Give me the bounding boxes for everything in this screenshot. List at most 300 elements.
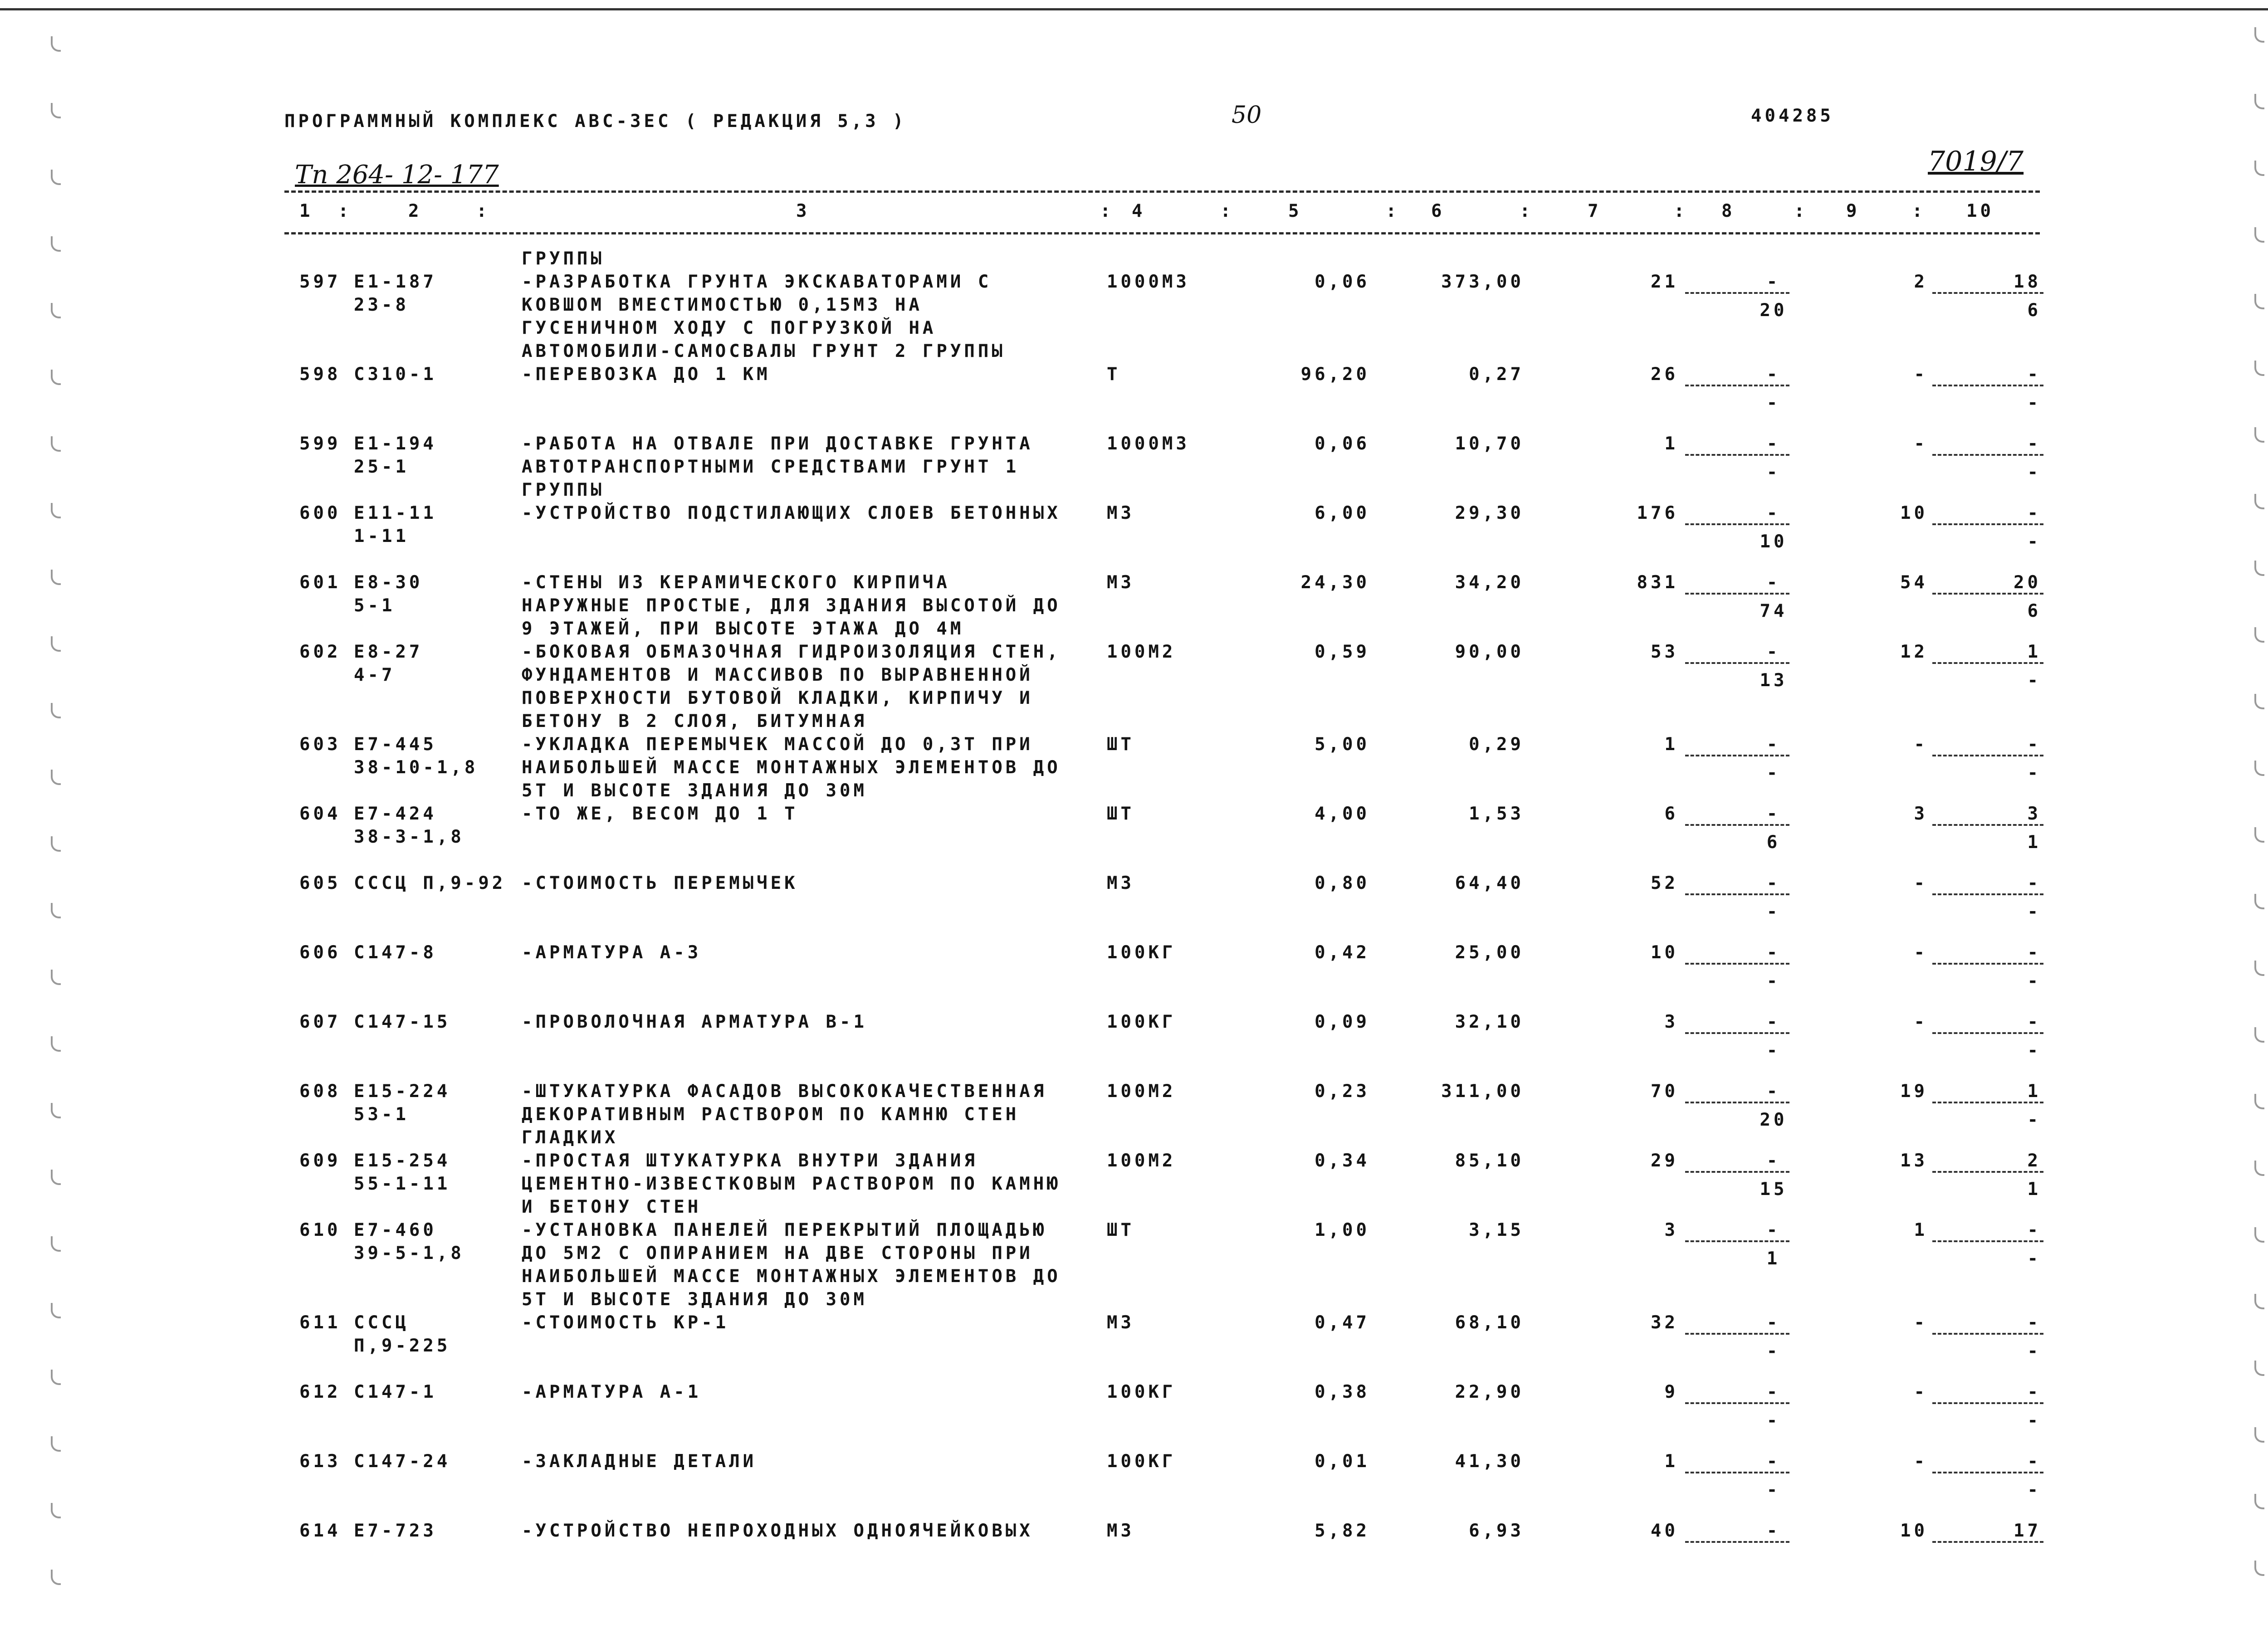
column-header-7: 7 (1588, 201, 1602, 221)
col9: 1 (1914, 1220, 1928, 1240)
col8-top: - (1766, 873, 1781, 893)
unit: Т (1107, 364, 1121, 385)
row-number: 612 (299, 1382, 341, 1402)
col9: 12 (1900, 642, 1928, 662)
row-number: 604 (299, 804, 341, 824)
norm-code: С310-1 (354, 364, 437, 385)
unit: 100КГ (1107, 1451, 1176, 1472)
row-number: 602 (299, 642, 341, 662)
unit-price: 41,30 (1455, 1451, 1524, 1472)
work-description: НАИБОЛЬШЕЙ МАССЕ МОНТАЖНЫХ ЭЛЕМЕНТОВ ДО (522, 757, 1061, 778)
work-description: 5Т И ВЫСОТЕ ЗДАНИЯ ДО 30М (522, 1289, 867, 1310)
quantity: 5,82 (1315, 1521, 1370, 1541)
col9: - (1914, 1451, 1928, 1472)
work-description: -СТОИМОСТЬ КР-1 (522, 1312, 729, 1333)
work-description: -ЗАКЛАДНЫЕ ДЕТАЛИ (522, 1451, 757, 1472)
work-description: -ШТУКАТУРКА ФАСАДОВ ВЫСОКОКАЧЕСТВЕННАЯ (522, 1081, 1047, 1102)
col8-top: - (1766, 642, 1781, 662)
col8-bottom: - (1766, 902, 1781, 922)
norm-code: 38-10-1,8 (354, 757, 479, 778)
work-description: -СТЕНЫ ИЗ КЕРАМИЧЕСКОГО КИРПИЧА (522, 572, 950, 593)
page-number: 50 (1232, 102, 1262, 129)
col8-top: - (1766, 1012, 1781, 1032)
col8-bottom: 1 (1766, 1249, 1781, 1269)
quantity: 5,00 (1315, 734, 1370, 755)
total-cost: 70 (1651, 1081, 1678, 1102)
col10-top: - (2027, 1012, 2041, 1032)
total-cost: 1 (1664, 734, 1678, 755)
quantity: 24,30 (1300, 572, 1370, 593)
unit-price: 68,10 (1455, 1312, 1524, 1333)
quantity: 0,59 (1315, 642, 1370, 662)
cell-divider (1685, 1240, 1789, 1242)
work-description: БЕТОНУ В 2 СЛОЯ, БИТУМНАЯ (522, 711, 867, 732)
unit: М3 (1107, 503, 1134, 523)
col9: 3 (1914, 804, 1928, 824)
cell-divider (1685, 824, 1789, 826)
row-number: 609 (299, 1151, 341, 1171)
cell-divider (1932, 1032, 2043, 1034)
document-code: 404285 (1751, 106, 1834, 126)
work-description: -ПЕРЕВОЗКА ДО 1 КМ (522, 364, 771, 385)
cell-divider (1932, 824, 2043, 826)
col9: 10 (1900, 1521, 1928, 1541)
col10-bottom: 6 (2027, 300, 2041, 321)
column-header-4: 4 (1132, 201, 1146, 221)
col9: 10 (1900, 503, 1928, 523)
project-number: Тп 264- 12- 177 (295, 160, 499, 190)
unit-price: 6,93 (1469, 1521, 1524, 1541)
col8-bottom: - (1766, 1040, 1781, 1061)
unit-price: 90,00 (1455, 642, 1524, 662)
col10-bottom: - (2027, 763, 2041, 783)
row-number: 614 (299, 1521, 341, 1541)
col10-bottom: 1 (2027, 1179, 2041, 1200)
program-title: ПРОГРАММНЫЙ КОМПЛЕКС АВС-3ЕС ( РЕДАКЦИЯ 5,3 ) (284, 111, 907, 132)
norm-code: С147-15 (354, 1012, 451, 1032)
col10-bottom: - (2027, 1110, 2041, 1130)
col8-bottom: - (1766, 971, 1781, 991)
norm-code: Е11-11 (354, 503, 437, 523)
norm-code: Е8-30 (354, 572, 423, 593)
col10-top: 3 (2027, 804, 2041, 824)
norm-code: Е7-424 (354, 804, 437, 824)
cell-divider (1685, 1333, 1789, 1335)
cell-divider (1932, 1240, 2043, 1242)
row-number: 610 (299, 1220, 341, 1240)
unit: 1000М3 (1107, 272, 1190, 292)
col8-top: - (1766, 1312, 1781, 1333)
col10-bottom: - (2027, 1410, 2041, 1431)
work-description: И БЕТОНУ СТЕН (522, 1197, 702, 1217)
cell-divider (1932, 1171, 2043, 1173)
work-description: -УСТАНОВКА ПАНЕЛЕЙ ПЕРЕКРЫТИЙ ПЛОЩАДЬЮ (522, 1220, 1047, 1240)
unit: 100КГ (1107, 1382, 1176, 1402)
col10-bottom: - (2027, 1341, 2041, 1361)
norm-code: Е15-224 (354, 1081, 451, 1102)
col10-top: - (2027, 734, 2041, 755)
col8-top: - (1766, 434, 1781, 454)
col10-bottom: - (2027, 902, 2041, 922)
col8-top: - (1766, 503, 1781, 523)
col8-top: - (1766, 364, 1781, 385)
cell-divider (1932, 1402, 2043, 1404)
work-description: -АРМАТУРА А-3 (522, 942, 702, 963)
cell-divider (1685, 1032, 1789, 1034)
col8-top: - (1766, 272, 1781, 292)
norm-code: 23-8 (354, 295, 409, 315)
col10-top: - (2027, 1382, 2041, 1402)
norm-code: Е1-187 (354, 272, 437, 292)
col10-top: - (2027, 873, 2041, 893)
col9: - (1914, 364, 1928, 385)
col10-bottom: - (2027, 1040, 2041, 1061)
total-cost: 26 (1651, 364, 1678, 385)
work-description: ГУСЕНИЧНОМ ХОДУ С ПОГРУЗКОЙ НА (522, 318, 937, 338)
unit: 100М2 (1107, 1151, 1176, 1171)
unit-price: 32,10 (1455, 1012, 1524, 1032)
work-description: КОВШОМ ВМЕСТИМОСТЬЮ 0,15М3 НА (522, 295, 923, 315)
unit-price: 0,27 (1469, 364, 1524, 385)
row-number: 603 (299, 734, 341, 755)
total-cost: 831 (1637, 572, 1678, 593)
col8-bottom: 74 (1760, 601, 1788, 621)
column-header-separator: : (1912, 201, 1926, 221)
col8-bottom: 6 (1766, 832, 1781, 853)
col8-bottom: 10 (1760, 532, 1788, 552)
work-description: ГРУППЫ (522, 249, 605, 269)
col10-top: - (2027, 1220, 2041, 1240)
cell-divider (1685, 1171, 1789, 1173)
col10-top: 17 (2014, 1521, 2041, 1541)
col8-top: - (1766, 1151, 1781, 1171)
col10-top: 1 (2027, 642, 2041, 662)
work-description: 9 ЭТАЖЕЙ, ПРИ ВЫСОТЕ ЭТАЖА ДО 4М (522, 619, 964, 639)
cell-divider (1932, 662, 2043, 664)
col8-bottom: - (1766, 1480, 1781, 1500)
work-description: ЦЕМЕНТНО-ИЗВЕСТКОВЫМ РАСТВОРОМ ПО КАМНЮ (522, 1174, 1061, 1194)
unit-price: 34,20 (1455, 572, 1524, 593)
col8-bottom: 20 (1760, 300, 1788, 321)
col10-top: 2 (2027, 1151, 2041, 1171)
row-number: 608 (299, 1081, 341, 1102)
quantity: 0,34 (1315, 1151, 1370, 1171)
work-description: ДО 5М2 С ОПИРАНИЕМ НА ДВЕ СТОРОНЫ ПРИ (522, 1243, 1033, 1263)
row-number: 606 (299, 942, 341, 963)
row-number: 598 (299, 364, 341, 385)
work-description: -БОКОВАЯ ОБМАЗОЧНАЯ ГИДРОИЗОЛЯЦИЯ СТЕН, (522, 642, 1061, 662)
col8-bottom: - (1766, 462, 1781, 483)
col8-bottom: 13 (1760, 670, 1788, 691)
col10-top: - (2027, 1451, 2041, 1472)
col8-bottom: 15 (1760, 1179, 1788, 1200)
norm-code: С147-24 (354, 1451, 451, 1472)
col9: - (1914, 734, 1928, 755)
cell-divider (1932, 1333, 2043, 1335)
col10-bottom: 1 (2027, 832, 2041, 853)
col8-top: - (1766, 804, 1781, 824)
column-header-5: 5 (1288, 201, 1302, 221)
work-description: НАРУЖНЫЕ ПРОСТЫЕ, ДЛЯ ЗДАНИЯ ВЫСОТОЙ ДО (522, 595, 1061, 616)
cell-divider (1685, 755, 1789, 756)
work-description: -РАЗРАБОТКА ГРУНТА ЭКСКАВАТОРАМИ С (522, 272, 992, 292)
row-number: 597 (299, 272, 341, 292)
cell-divider (1685, 523, 1789, 525)
norm-code: 1-11 (354, 526, 409, 546)
unit: ШТ (1107, 804, 1134, 824)
norm-code: Е1-194 (354, 434, 437, 454)
quantity: 4,00 (1315, 804, 1370, 824)
col9: - (1914, 1382, 1928, 1402)
cell-divider (1932, 963, 2043, 965)
unit-price: 0,29 (1469, 734, 1524, 755)
work-description: АВТОТРАНСПОРТНЫМИ СРЕДСТВАМИ ГРУНТ 1 (522, 457, 1020, 477)
col8-bottom: - (1766, 1410, 1781, 1431)
norm-code: СССЦ (354, 1312, 409, 1333)
row-number: 599 (299, 434, 341, 454)
norm-code: Е7-460 (354, 1220, 437, 1240)
total-cost: 6 (1664, 804, 1678, 824)
total-cost: 21 (1651, 272, 1678, 292)
cell-divider (1932, 593, 2043, 595)
work-description: -РАБОТА НА ОТВАЛЕ ПРИ ДОСТАВКЕ ГРУНТА (522, 434, 1033, 454)
cell-divider (1685, 1102, 1789, 1103)
col9: 54 (1900, 572, 1928, 593)
work-description: -СТОИМОСТЬ ПЕРЕМЫЧЕК (522, 873, 798, 893)
unit: М3 (1107, 1521, 1134, 1541)
work-description: -ПРОВОЛОЧНАЯ АРМАТУРА В-1 (522, 1012, 867, 1032)
col10-bottom: - (2027, 1480, 2041, 1500)
col8-bottom: - (1766, 1341, 1781, 1361)
col10-bottom: - (2027, 971, 2041, 991)
col8-bottom: - (1766, 393, 1781, 413)
total-cost: 176 (1637, 503, 1678, 523)
col10-top: - (2027, 942, 2041, 963)
quantity: 0,80 (1315, 873, 1370, 893)
unit-price: 373,00 (1441, 272, 1524, 292)
col8-bottom: 20 (1760, 1110, 1788, 1130)
column-header-10: 10 (1966, 201, 1994, 221)
work-description: ГРУППЫ (522, 480, 605, 500)
total-cost: 29 (1651, 1151, 1678, 1171)
norm-code: 55-1-11 (354, 1174, 451, 1194)
unit-price: 85,10 (1455, 1151, 1524, 1171)
quantity: 0,01 (1315, 1451, 1370, 1472)
row-number: 601 (299, 572, 341, 593)
total-cost: 9 (1664, 1382, 1678, 1402)
quantity: 6,00 (1315, 503, 1370, 523)
work-description: ДЕКОРАТИВНЫМ РАСТВОРОМ ПО КАМНЮ СТЕН (522, 1104, 1020, 1125)
column-header-separator: : (1100, 201, 1114, 221)
column-header-6: 6 (1431, 201, 1445, 221)
column-header-separator: : (1220, 201, 1234, 221)
cell-divider (1932, 385, 2043, 386)
work-description: -АРМАТУРА А-1 (522, 1382, 702, 1402)
col10-bottom: 6 (2027, 601, 2041, 621)
cell-divider (1932, 454, 2043, 456)
column-header-2: 2 (408, 201, 422, 221)
col10-top: 18 (2014, 272, 2041, 292)
col10-top: 1 (2027, 1081, 2041, 1102)
norm-code: П,9-225 (354, 1336, 451, 1356)
col9: - (1914, 434, 1928, 454)
column-header-separator: : (1794, 201, 1808, 221)
column-header-3: 3 (796, 201, 810, 221)
cell-divider (1932, 755, 2043, 756)
col8-top: - (1766, 942, 1781, 963)
col9: - (1914, 942, 1928, 963)
col9: 19 (1900, 1081, 1928, 1102)
col8-top: - (1766, 1451, 1781, 1472)
unit: 100КГ (1107, 1012, 1176, 1032)
norm-code: СССЦ П,9-92 (354, 873, 506, 893)
unit: М3 (1107, 572, 1134, 593)
total-cost: 40 (1651, 1521, 1678, 1541)
work-description: -ПРОСТАЯ ШТУКАТУРКА ВНУТРИ ЗДАНИЯ (522, 1151, 978, 1171)
norm-code: С147-1 (354, 1382, 437, 1402)
col10-bottom: - (2027, 393, 2041, 413)
unit-price: 311,00 (1441, 1081, 1524, 1102)
cell-divider (1685, 593, 1789, 595)
total-cost: 3 (1664, 1220, 1678, 1240)
col9: - (1914, 1012, 1928, 1032)
quantity: 1,00 (1315, 1220, 1370, 1240)
unit: ШТ (1107, 1220, 1134, 1240)
cell-divider (1685, 662, 1789, 664)
quantity: 0,42 (1315, 942, 1370, 963)
work-description: ФУНДАМЕНТОВ И МАССИВОВ ПО ВЫРАВНЕННОЙ (522, 665, 1033, 685)
row-number: 600 (299, 503, 341, 523)
norm-code: 53-1 (354, 1104, 409, 1125)
total-cost: 53 (1651, 642, 1678, 662)
total-cost: 3 (1664, 1012, 1678, 1032)
col10-top: 20 (2014, 572, 2041, 593)
unit-price: 10,70 (1455, 434, 1524, 454)
quantity: 0,09 (1315, 1012, 1370, 1032)
col10-top: - (2027, 364, 2041, 385)
unit: 100М2 (1107, 1081, 1176, 1102)
work-description: ПОВЕРХНОСТИ БУТОВОЙ КЛАДКИ, КИРПИЧУ И (522, 688, 1033, 708)
cell-divider (1932, 1472, 2043, 1473)
row-number: 613 (299, 1451, 341, 1472)
column-header-1: 1 (299, 201, 313, 221)
column-header-separator: : (338, 201, 352, 221)
cell-divider (1932, 292, 2043, 294)
col10-bottom: - (2027, 670, 2041, 691)
unit: 1000М3 (1107, 434, 1190, 454)
col8-top: - (1766, 1382, 1781, 1402)
total-cost: 1 (1664, 434, 1678, 454)
cell-divider (1685, 385, 1789, 386)
work-description: ГЛАДКИХ (522, 1127, 619, 1148)
norm-code: 4-7 (354, 665, 396, 685)
column-header-separator: : (1386, 201, 1400, 221)
work-description: 5Т И ВЫСОТЕ ЗДАНИЯ ДО 30М (522, 780, 867, 801)
total-cost: 32 (1651, 1312, 1678, 1333)
work-description: АВТОМОБИЛИ-САМОСВАЛЫ ГРУНТ 2 ГРУППЫ (522, 341, 1006, 361)
norm-code: Е7-445 (354, 734, 437, 755)
row-number: 611 (299, 1312, 341, 1333)
cell-divider (1685, 893, 1789, 895)
cell-divider (1685, 1472, 1789, 1473)
cell-divider (1685, 963, 1789, 965)
work-description: -УКЛАДКА ПЕРЕМЫЧЕК МАССОЙ ДО 0,3Т ПРИ (522, 734, 1033, 755)
col10-top: - (2027, 503, 2041, 523)
column-header-separator: : (476, 201, 490, 221)
unit: ШТ (1107, 734, 1134, 755)
unit-price: 64,40 (1455, 873, 1524, 893)
norm-code: Е7-723 (354, 1521, 437, 1541)
unit-price: 29,30 (1455, 503, 1524, 523)
cell-divider (1685, 1402, 1789, 1404)
unit-price: 25,00 (1455, 942, 1524, 963)
work-description: -УСТРОЙСТВО НЕПРОХОДНЫХ ОДНОЯЧЕЙКОВЫХ (522, 1521, 1033, 1541)
norm-code: Е8-27 (354, 642, 423, 662)
col10-bottom: - (2027, 1249, 2041, 1269)
col8-top: - (1766, 1220, 1781, 1240)
quantity: 0,38 (1315, 1382, 1370, 1402)
cell-divider (1932, 1541, 2043, 1543)
unit: М3 (1107, 873, 1134, 893)
col8-top: - (1766, 734, 1781, 755)
col9: - (1914, 873, 1928, 893)
col8-top: - (1766, 572, 1781, 593)
quantity: 0,47 (1315, 1312, 1370, 1333)
col10-top: - (2027, 434, 2041, 454)
col9: 2 (1914, 272, 1928, 292)
col8-top: - (1766, 1521, 1781, 1541)
cell-divider (1685, 454, 1789, 456)
cell-divider (1932, 893, 2043, 895)
work-description: -ТО ЖЕ, ВЕСОМ ДО 1 Т (522, 804, 798, 824)
norm-code: С147-8 (354, 942, 437, 963)
unit-price: 22,90 (1455, 1382, 1524, 1402)
row-number: 605 (299, 873, 341, 893)
col9: 13 (1900, 1151, 1928, 1171)
col10-bottom: - (2027, 462, 2041, 483)
column-header-8: 8 (1721, 201, 1735, 221)
norm-code: 5-1 (354, 595, 396, 616)
col10-bottom: - (2027, 532, 2041, 552)
column-header-separator: : (1674, 201, 1688, 221)
row-number: 607 (299, 1012, 341, 1032)
cell-divider (1932, 1102, 2043, 1103)
col10-top: - (2027, 1312, 2041, 1333)
work-description: -УСТРОЙСТВО ПОДСТИЛАЮЩИХ СЛОЕВ БЕТОННЫХ (522, 503, 1061, 523)
norm-code: 25-1 (354, 457, 409, 477)
cell-divider (1932, 523, 2043, 525)
total-cost: 10 (1651, 942, 1678, 963)
cell-divider (1685, 292, 1789, 294)
unit-price: 1,53 (1469, 804, 1524, 824)
total-cost: 52 (1651, 873, 1678, 893)
norm-code: Е15-254 (354, 1151, 451, 1171)
unit-price: 3,15 (1469, 1220, 1524, 1240)
quantity: 0,06 (1315, 434, 1370, 454)
cell-divider (1685, 1541, 1789, 1543)
col9: - (1914, 1312, 1928, 1333)
sheet-number: 7019/7 (1928, 146, 2024, 177)
col8-bottom: - (1766, 763, 1781, 783)
column-header-separator: : (1520, 201, 1534, 221)
unit: М3 (1107, 1312, 1134, 1333)
col8-top: - (1766, 1081, 1781, 1102)
total-cost: 1 (1664, 1451, 1678, 1472)
quantity: 0,23 (1315, 1081, 1370, 1102)
column-header-9: 9 (1846, 201, 1860, 221)
unit: 100КГ (1107, 942, 1176, 963)
quantity: 0,06 (1315, 272, 1370, 292)
